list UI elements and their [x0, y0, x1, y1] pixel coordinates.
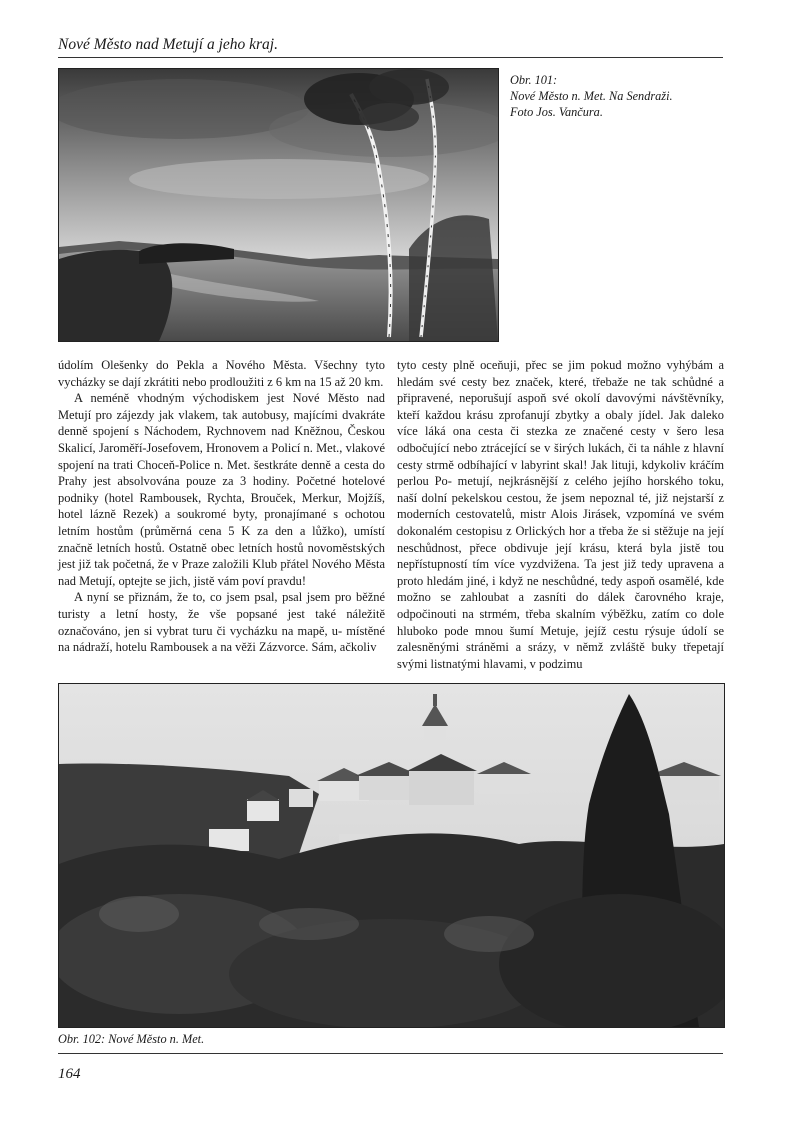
- paragraph: tyto cesty plně oceňuji, přec se jim pokud možno vyhýbám a hledám své cesty bez značek, které, třebaže ne tak schůdné a připravené, neporušují aspoň své okolí davovými návštěvníky, kteří každou krásu zprofanují zbytky a obaly jídel. Jak daleko více láká ona cesta či stezka ze značené cesty v šero lesa odbočující nebo ztrácející se v širých lukách, či ta náhle z hlavní cesty strmě odbíhající v labyrint skal! Jak lituji, kdykoliv kráčím perlou Po- metují, nejkrásnější z celého jejího horského toku, naší dolní pekelskou cestou, že jsem nepoznal té, již nejstarší z moderních cestovatelů, mistr Alois Jirásek, vzpomíná ve svém dokonalém cestopisu z Orlických hor a třeba že si stěžuje na její neschůdnost, přece obdivuje její krásu, která byla jistě tou nepřístupností tím více vyzdvižena. Ta jest již tedy upravena a proto hledám jiné, i když ne neschůdné, tedy aspoň osamělé, kde možno se zahloubat a zasníti do dálek čarovného kraje, odpočinouti na strmém, třeba skalním výběžku, zatím co dole hluboko pode mnou šumí Metuje, jejíž cestu rýsuje údolí se zalesněnými stráněmi a srázy, v němž zvláště buky třepetají svými listnatými hlavami, v podzimu: [397, 358, 724, 671]
- photo-town-view: [58, 683, 725, 1028]
- page-number: 164: [58, 1066, 81, 1082]
- caption-line: Foto Jos. Vančura.: [510, 105, 603, 119]
- header-rule: [58, 57, 723, 58]
- paragraph: A nyní se přiznám, že to, co jsem psal, psal jsem pro běžné turisty a letní hosty, že vše popsané jest také náležitě označováno, jen si vybrat turu či vycházku na mapě, u- místěné na nádraží, hotelu Rambousek a na věži Zázvorce. Sám, ačkoliv: [58, 590, 385, 655]
- caption-line: Obr. 101:: [510, 73, 558, 87]
- text-column-right: [397, 357, 724, 672]
- running-head: Nové Město nad Metují a jeho kraj.: [58, 36, 278, 53]
- paragraph: A neméně vhodným východiskem jest Nové Město nad Metují pro zájezdy jak vlakem, tak autobusy, majícími dvakráte denně spojení s Náchodem, Rychnovem nad Kněžnou, Českou Skalicí, Jaroměří-Josefovem, Hronovem a Policí n. Met., vlakové spojení na trati Choceň-Police n. Met. šestkráte denně a cesta do Prahy jest absolvována pouze za 3 hodiny. Početné hotelové podniky (hotel Rambousek, Rychta, Brouček, Merkur, Mojžíš, hotel lázně Rezek) a soukromé byty, pronajímané s ochotou letním hostům (průměrná cena 5 K za den a lůžko), umístí značně letních hostů. Ostatně obec letních hostů novoměstských jest již tak početná, že v Praze založili Klub přátel Nového Města nad Metují, optejte se jich, jistě vám poví pravdu!: [58, 391, 385, 588]
- figure-101-caption: [510, 72, 720, 120]
- figure-102-caption: Obr. 102: Nové Město n. Met.: [58, 1032, 205, 1046]
- photo-landscape-birches: [58, 68, 499, 342]
- text-column-left: [58, 357, 385, 656]
- caption-line: Nové Město n. Met. Na Sendraži.: [510, 89, 673, 103]
- paragraph: údolím Olešenky do Pekla a Nového Města. Všechny tyto vycházky se dají zkrátiti nebo prodloužiti z 6 km na 15 až 20 km.: [58, 358, 385, 389]
- footer-rule: [58, 1053, 723, 1054]
